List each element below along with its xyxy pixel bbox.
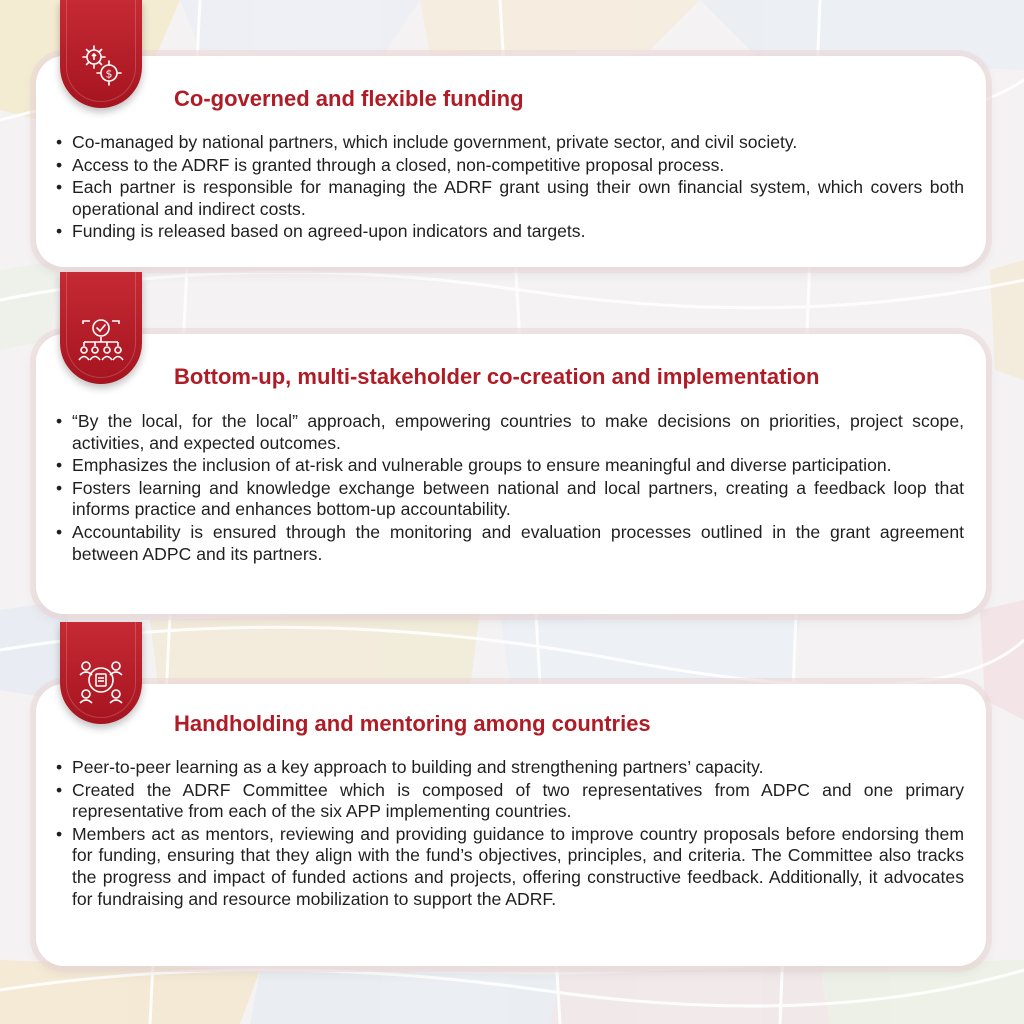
section-ribbon [60,622,142,724]
section-card-co-creation [36,334,986,614]
bullet-list [56,132,964,244]
gears-money-icon [77,41,125,108]
list-item: • Funding is released based on agreed-upon indicators and targets. [56,221,964,243]
list-item: • Emphasizes the inclusion of at-risk and vulnerable groups to ensure meaningful and diverse participation. [56,455,964,477]
mentoring-circle-icon [76,655,126,724]
list-item: • Members act as mentors, reviewing and providing guidance to improve country proposals before endorsing them for funding, ensuring that they align with the fund’s objectives, principles, and criteria. The Committee also tracks the progress and impact of funded actions and projects, offering constructive feedback. Additionally, it advocates for fundraising and resource mobilization to support the ADRF. [56,824,964,910]
svg-text:$: $ [105,67,113,81]
list-item: • Co-managed by national partners, which include government, private sector, and civil society. [56,132,964,154]
list-item: • Access to the ADRF is granted through a closed, non-competitive proposal process. [56,155,964,177]
bullet-list [56,757,964,911]
list-item: • Peer-to-peer learning as a key approach to building and strengthening partners’ capacity. [56,757,964,779]
stakeholder-group-icon [76,315,126,384]
section-card-mentoring [36,684,986,966]
section-card-funding [36,56,986,267]
section-title: Co-governed and flexible funding [174,86,524,111]
list-item: • Each partner is responsible for managing the ADRF grant using their own financial system, which covers both operational and indirect costs. [56,177,964,220]
section-ribbon [60,0,142,108]
list-item: • Created the ADRF Committee which is composed of two representatives from ADPC and one primary representative from each of the six APP implementing countries. [56,780,964,823]
list-item: • Accountability is ensured through the monitoring and evaluation processes outlined in the grant agreement between ADPC and its partners. [56,522,964,565]
bullet-list [56,411,964,566]
list-item: • Fosters learning and knowledge exchange between national and local partners, creating a feedback loop that informs practice and enhances bottom-up accountability. [56,478,964,521]
list-item: • “By the local, for the local” approach, empowering countries to make decisions on priorities, project scope, activities, and expected outcomes. [56,411,964,454]
section-ribbon [60,272,142,384]
section-title: Handholding and mentoring among countries [174,711,651,736]
section-title: Bottom-up, multi-stakeholder co-creation and implementation [174,364,820,389]
